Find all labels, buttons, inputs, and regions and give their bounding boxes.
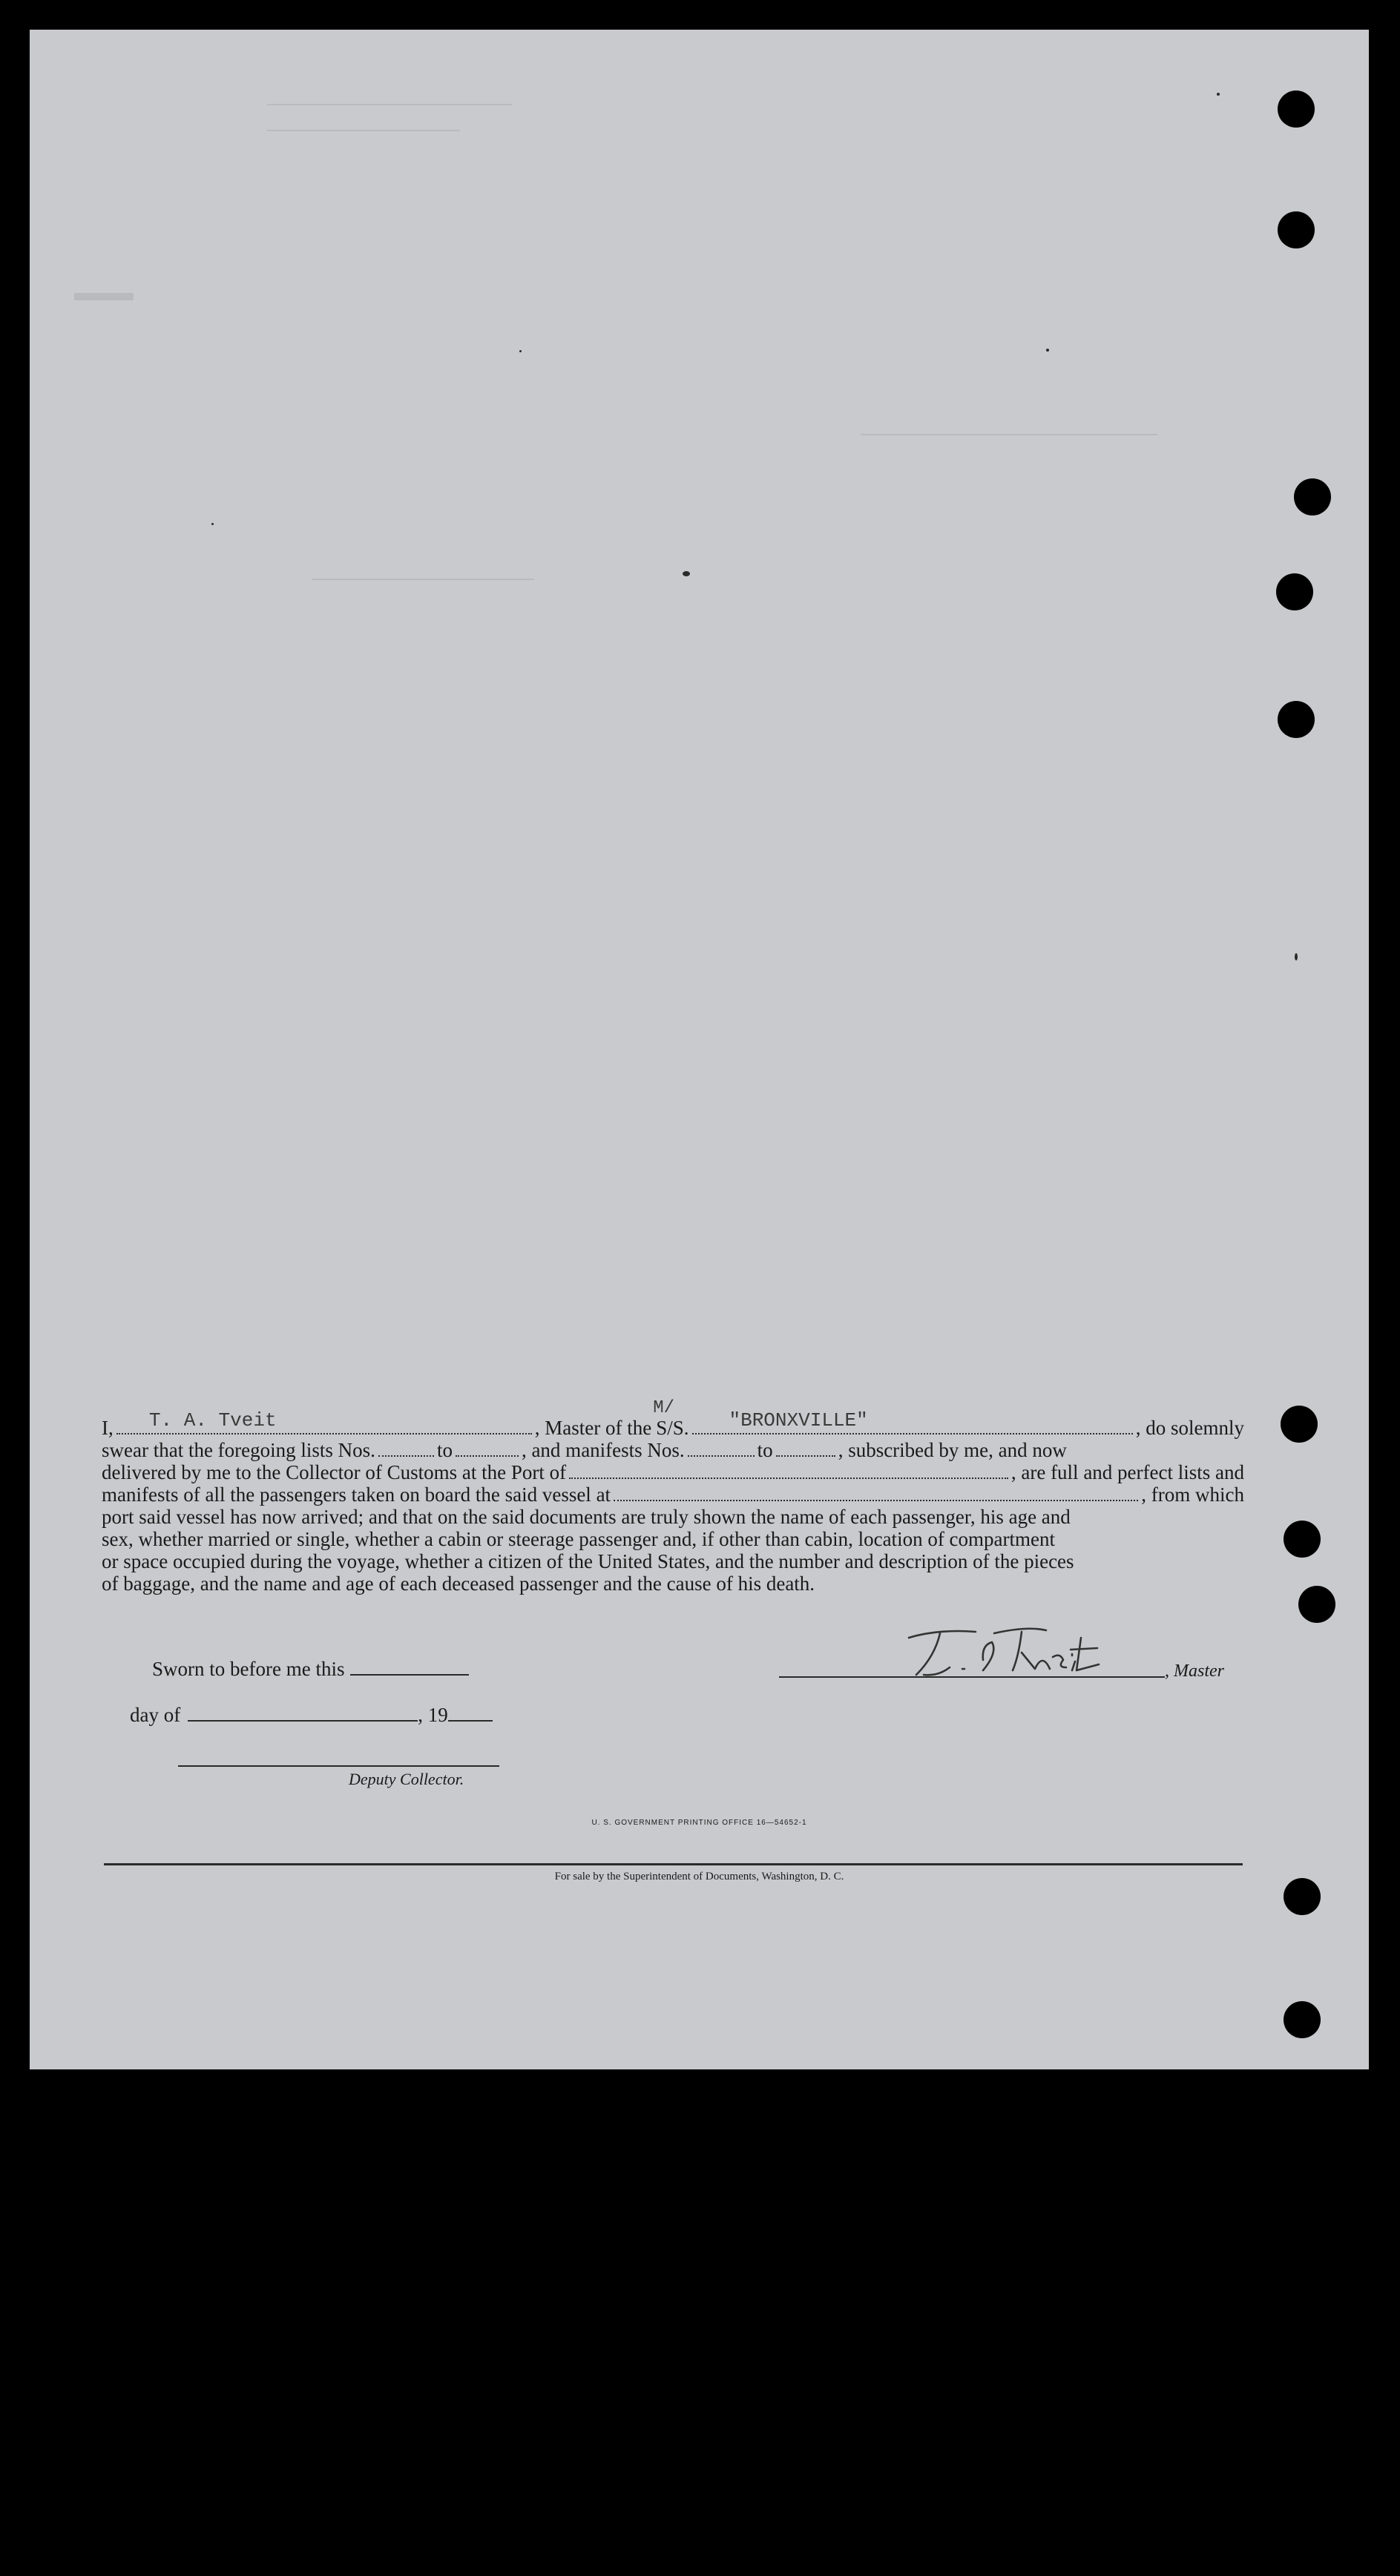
vessel-type xyxy=(653,1398,689,1439)
bleed-through-mark xyxy=(267,130,460,131)
oath-text-line: sex, whether married or single, whether a cabin or steerage passenger and, if other than cabin, location of compartment xyxy=(102,1528,1056,1550)
oath-text-line: port said vessel has now arrived; and that on the said documents are truly shown the name of each passenger, his age and xyxy=(102,1506,1071,1528)
punch-hole xyxy=(1284,1878,1321,1915)
speck xyxy=(1295,953,1298,961)
year-prefix: , 19 xyxy=(418,1704,448,1726)
oath-swear-text: swear that the foregoing lists Nos. xyxy=(102,1439,375,1461)
oath-i-label: I, xyxy=(102,1417,114,1439)
speck xyxy=(519,350,522,352)
speck xyxy=(1046,349,1049,352)
punch-hole xyxy=(1284,2001,1321,2038)
oath-to-2: to xyxy=(757,1439,773,1461)
punch-hole xyxy=(1284,1521,1321,1558)
master-name-field xyxy=(116,1409,532,1434)
vessel-name-value: "BRONXVILLE" xyxy=(729,1409,868,1432)
speck xyxy=(683,571,690,576)
gpo-imprint: U. S. GOVERNMENT PRINTING OFFICE 16—54652-1 xyxy=(591,1819,807,1827)
oath-delivered-text: delivered by me to the Collector of Customs at the Port of xyxy=(102,1461,567,1483)
bleed-through-mark xyxy=(267,104,512,105)
departure-port-field xyxy=(614,1485,1138,1501)
speck xyxy=(1217,93,1220,96)
port-field xyxy=(569,1463,1008,1479)
list-no-from-field xyxy=(378,1440,434,1457)
oath-subscribed: , subscribed by me, and now xyxy=(838,1439,1067,1461)
master-signature xyxy=(894,1623,1131,1682)
oath-to-1: to xyxy=(436,1439,453,1461)
for-sale-notice: For sale by the Superintendent of Documents, Washington, D. C. xyxy=(554,1871,844,1882)
oath-line-1 xyxy=(102,1398,1244,1439)
oath-text-line: of baggage, and the name and age of each deceased passenger and the cause of his death. xyxy=(102,1572,815,1595)
punch-hole xyxy=(1278,90,1315,128)
punch-hole xyxy=(1278,211,1315,248)
vessel-type-handwritten: M/ xyxy=(653,1398,675,1418)
day-of-line xyxy=(130,1704,493,1727)
punch-hole xyxy=(1278,701,1315,738)
oath-and-manifests: , and manifests Nos. xyxy=(521,1439,685,1461)
bleed-through-mark xyxy=(861,434,1157,435)
manifest-no-from-field xyxy=(688,1440,755,1457)
master-name-value: T. A. Tveit xyxy=(148,1409,277,1432)
year-field xyxy=(448,1705,493,1722)
document-page xyxy=(30,30,1369,2069)
manifest-no-to-field xyxy=(776,1440,835,1457)
oath-manifests-text: manifests of all the passengers taken on board the said vessel at xyxy=(102,1483,611,1506)
master-label: , Master xyxy=(1165,1661,1224,1681)
bleed-through-mark xyxy=(312,579,534,580)
oath-paragraph xyxy=(102,1398,1244,1595)
vessel-name-field xyxy=(692,1409,1133,1434)
bleed-through-mark xyxy=(74,293,134,300)
oath-line-6 xyxy=(102,1528,1244,1550)
deputy-signature-line xyxy=(178,1765,499,1767)
list-no-to-field xyxy=(456,1440,519,1457)
punch-hole xyxy=(1281,1406,1318,1443)
sworn-label: Sworn to before me this xyxy=(152,1658,345,1680)
oath-full-and-perfect: , are full and perfect lists and xyxy=(1010,1461,1244,1483)
master-signature-line xyxy=(779,1676,1165,1678)
month-field xyxy=(188,1705,418,1722)
sworn-day-field xyxy=(350,1659,469,1676)
oath-line-2 xyxy=(102,1439,1244,1461)
speck xyxy=(211,523,214,525)
sworn-line xyxy=(152,1658,469,1681)
punch-hole xyxy=(1294,478,1331,515)
master-of-the-label: , Master of the xyxy=(534,1417,652,1439)
oath-from-which: , from which xyxy=(1141,1483,1244,1506)
oath-line-5 xyxy=(102,1506,1244,1528)
do-solemnly-label: , do solemnly xyxy=(1135,1417,1244,1439)
oath-line-7 xyxy=(102,1550,1244,1572)
day-of-label: day of xyxy=(130,1704,181,1726)
oath-line-8 xyxy=(102,1572,1244,1595)
vessel-type-printed: S/S. xyxy=(656,1417,689,1439)
punch-hole xyxy=(1298,1586,1335,1623)
punch-hole xyxy=(1276,573,1313,610)
footer-rule xyxy=(104,1863,1243,1865)
oath-line-3 xyxy=(102,1461,1244,1483)
oath-line-4 xyxy=(102,1483,1244,1506)
oath-text-line: or space occupied during the voyage, whether a citizen of the United States, and the number and description of the pieces xyxy=(102,1550,1074,1572)
deputy-collector-label: Deputy Collector. xyxy=(349,1770,464,1788)
